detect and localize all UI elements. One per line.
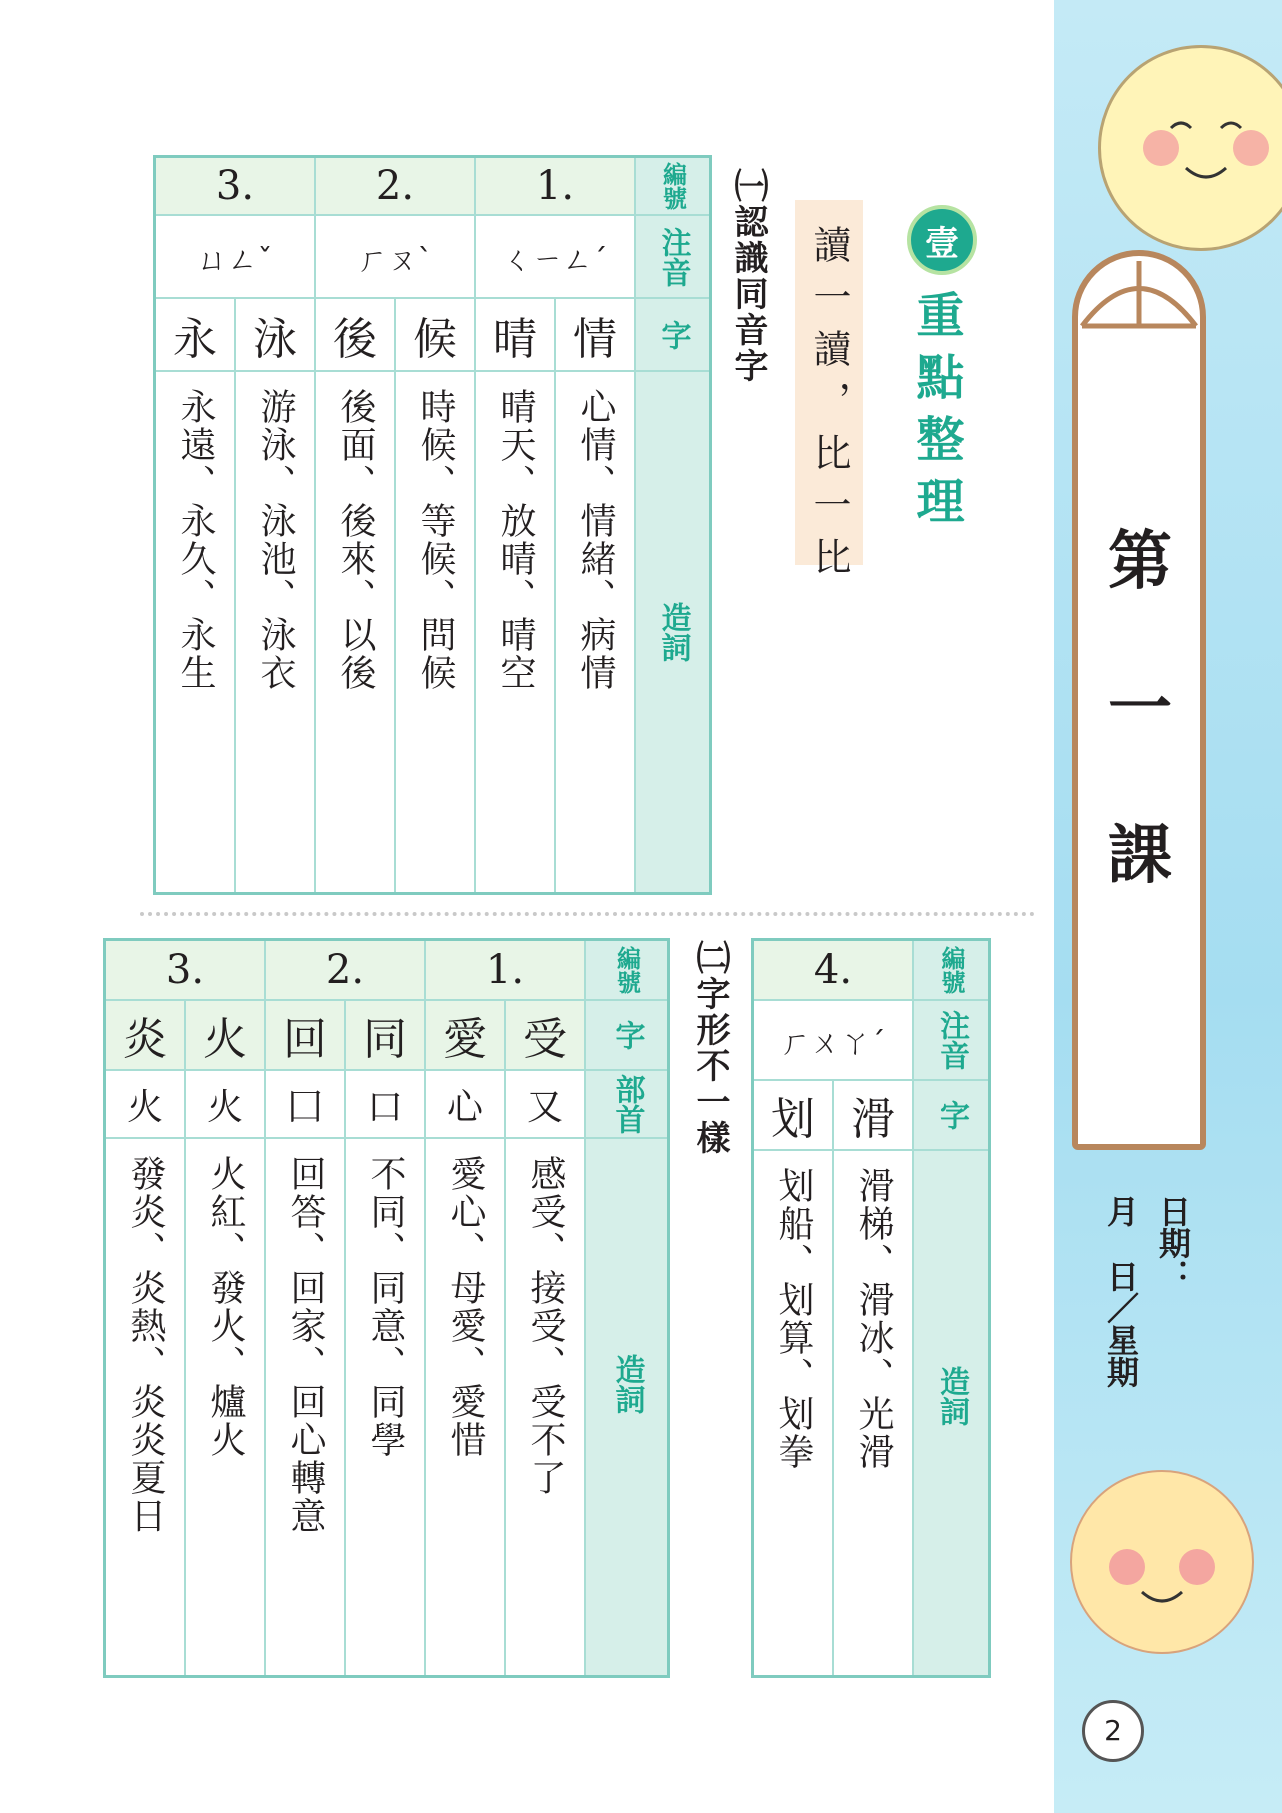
- header-char: [586, 1001, 667, 1071]
- character: 泳: [253, 313, 297, 365]
- zhuyin-cell: [316, 216, 476, 299]
- character: 情: [573, 313, 617, 365]
- words-cell: [426, 1139, 506, 1675]
- words-cell: [506, 1139, 586, 1675]
- part2-title: ㈡字形不一樣: [690, 940, 730, 1156]
- header-char: [914, 1081, 988, 1151]
- zhuyin-cell: [754, 1001, 914, 1081]
- words-cell: [106, 1139, 186, 1675]
- group-number-cell: [476, 158, 636, 216]
- character: 候: [413, 313, 457, 365]
- radical: 口: [366, 1086, 403, 1128]
- character: 永: [173, 313, 217, 365]
- radical: 火: [206, 1086, 243, 1128]
- date-month: 月: [1102, 1195, 1140, 1227]
- word-list: 發炎、炎熱、炎炎夏日: [125, 1155, 166, 1535]
- char-cell: [426, 1001, 506, 1071]
- char-cell: [156, 299, 236, 372]
- char-cell: [506, 1001, 586, 1071]
- radical-cell: [346, 1071, 426, 1139]
- header-label: 造詞: [655, 602, 691, 662]
- shape-compare-table: [103, 938, 670, 1678]
- sun-illustration: [1098, 45, 1282, 251]
- page-number: 2: [1082, 1700, 1144, 1762]
- section-title: 重點整理: [908, 290, 964, 538]
- header-label: 造詞: [609, 1354, 645, 1414]
- section-divider: [140, 912, 1035, 916]
- group-number-cell: [426, 941, 586, 1001]
- group-number-cell: [316, 158, 476, 216]
- words-cell: [556, 372, 636, 892]
- header-number: [636, 158, 709, 216]
- header-label: 注音: [934, 1010, 969, 1070]
- char-cell: [186, 1001, 266, 1071]
- zhuyin: ㄩㄥˇ: [197, 242, 273, 278]
- header-number: [914, 941, 988, 1001]
- character: 同: [363, 1014, 407, 1065]
- header-radical: [586, 1071, 667, 1139]
- zhuyin-cell: [156, 216, 316, 299]
- word-list: 感受、接受、受不了: [525, 1155, 566, 1497]
- radical-cell: [106, 1071, 186, 1139]
- section-number-badge: [907, 205, 977, 275]
- part1-title: ㈠認識同音字: [728, 168, 768, 384]
- header-label: 字: [655, 319, 691, 350]
- words-cell: [346, 1139, 426, 1675]
- word-list: 划船、划算、划拳: [773, 1167, 814, 1471]
- homophone-table: [153, 155, 712, 895]
- header-label: 編號: [612, 946, 641, 994]
- lesson-title: [1070, 510, 1210, 896]
- header-label: 編號: [658, 162, 687, 210]
- words-cell: [236, 372, 316, 892]
- header-label: 字: [609, 1020, 645, 1050]
- group-number: 1.: [485, 947, 525, 993]
- word-list: 愛心、母愛、愛惜: [445, 1155, 486, 1459]
- group-number-cell: [156, 158, 316, 216]
- words-cell: [834, 1151, 914, 1675]
- character: 滑: [851, 1094, 895, 1145]
- header-label: 部首: [609, 1074, 645, 1134]
- group-number: 2.: [325, 947, 365, 993]
- character: 火: [203, 1014, 247, 1065]
- lesson-title-char: 一: [1108, 672, 1172, 746]
- word-list: 回答、回家、回心轉意: [285, 1155, 326, 1535]
- char-cell: [236, 299, 316, 372]
- group-number: 3.: [165, 947, 205, 993]
- date-label: 日期：: [1154, 1195, 1192, 1291]
- char-cell: [754, 1081, 834, 1151]
- radical: 火: [126, 1086, 163, 1128]
- radical-cell: [426, 1071, 506, 1139]
- girl-illustration: [1070, 1470, 1254, 1654]
- char-cell: [266, 1001, 346, 1071]
- header-label: 編號: [937, 946, 965, 994]
- group-number-cell: [266, 941, 426, 1001]
- char-cell: [476, 299, 556, 372]
- radical-cell: [186, 1071, 266, 1139]
- char-cell: [346, 1001, 426, 1071]
- word-list: 滑梯、滑冰、光滑: [853, 1167, 894, 1471]
- radical: 心: [446, 1086, 483, 1128]
- header-words: [586, 1139, 667, 1675]
- header-zhuyin: [914, 1001, 988, 1081]
- character: 受: [523, 1014, 567, 1065]
- header-words: [914, 1151, 988, 1675]
- words-cell: [316, 372, 396, 892]
- character: 愛: [443, 1014, 487, 1065]
- word-list: 晴天、放晴、晴空: [495, 388, 536, 692]
- group-number-cell: [106, 941, 266, 1001]
- character: 晴: [493, 313, 537, 365]
- header-words: [636, 372, 709, 892]
- date-day-weekday: 日／星期: [1102, 1260, 1140, 1388]
- zhuyin: ㄏㄨㄚˊ: [780, 1026, 886, 1061]
- zhuyin-cell: [476, 216, 636, 299]
- char-cell: [316, 299, 396, 372]
- header-number: [586, 941, 667, 1001]
- words-cell: [156, 372, 236, 892]
- word-list: 不同、同意、同學: [365, 1155, 406, 1459]
- words-cell: [396, 372, 476, 892]
- radical-cell: [266, 1071, 346, 1139]
- words-cell: [476, 372, 556, 892]
- header-label: 造詞: [934, 1366, 969, 1426]
- header-label: 注音: [655, 226, 691, 287]
- words-cell: [186, 1139, 266, 1675]
- character: 後: [333, 313, 377, 365]
- word-list: 後面、後來、以後: [335, 388, 376, 692]
- instruction-text: 讀一讀，比一比: [807, 225, 851, 589]
- header-zhuyin: [636, 216, 709, 299]
- char-cell: [396, 299, 476, 372]
- character: 划: [771, 1094, 815, 1145]
- zhuyin: ㄏㄡˋ: [357, 242, 433, 278]
- radical: 又: [526, 1086, 563, 1128]
- header-label: 字: [934, 1100, 969, 1130]
- group-number: 4.: [813, 947, 853, 993]
- group-number: 2.: [375, 163, 415, 209]
- zhuyin: ㄑㄧㄥˊ: [502, 242, 608, 278]
- lesson-title-char: 第: [1108, 525, 1172, 599]
- word-list: 火紅、發火、爐火: [205, 1155, 246, 1459]
- radical: 囗: [286, 1086, 323, 1128]
- words-cell: [754, 1151, 834, 1675]
- radical-cell: [506, 1071, 586, 1139]
- group-number-cell: [754, 941, 914, 1001]
- character: 炎: [123, 1014, 167, 1065]
- word-list: 永遠、永久、永生: [175, 388, 216, 692]
- char-cell: [834, 1081, 914, 1151]
- char-cell: [106, 1001, 186, 1071]
- character: 回: [283, 1014, 327, 1065]
- char-cell: [556, 299, 636, 372]
- lesson-title-char: 課: [1108, 819, 1172, 893]
- header-char: [636, 299, 709, 372]
- word-list: 時候、等候、問候: [415, 388, 456, 692]
- shape-compare-table-group4: [751, 938, 991, 1678]
- word-list: 游泳、泳池、泳衣: [255, 388, 296, 692]
- group-number: 3.: [215, 163, 255, 209]
- words-cell: [266, 1139, 346, 1675]
- group-number: 1.: [535, 163, 575, 209]
- word-list: 心情、情緒、病情: [575, 388, 616, 692]
- section-number: 壹: [925, 223, 959, 264]
